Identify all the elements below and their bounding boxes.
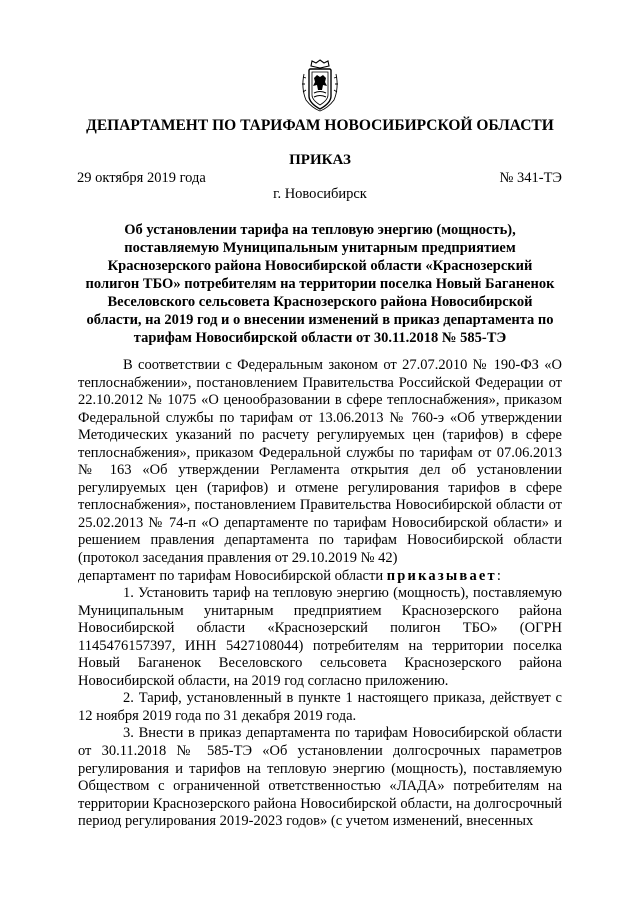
item-2-paragraph: 2. Тариф, установленный в пункте 1 настоящего приказа, действует с 12 ноября 2019 года по 31 декабря 2019 года. [78,690,562,724]
order-number: № 341-ТЭ [499,170,562,186]
coat-of-arms-icon [298,58,342,112]
department-name: ДЕПАРТАМЕНТ ПО ТАРИФАМ НОВОСИБИРСКОЙ ОБЛАСТИ [86,117,554,134]
orders-prefix: департамент по тарифам Новосибирской области [78,567,384,584]
order-body [78,357,562,831]
document-type: ПРИКАЗ [289,152,351,168]
item-3-paragraph: 3. Внести в приказ департамента по тарифам Новосибирской области от 30.11.2018 № 585-ТЭ «Об установлении долгосрочных параметров регулирования и тарифов на тепловую энергию (мощность), поставляемую Обществом с ограниченной ответственностью «ЛАДА» потребителям на территории Краснозерского района Новосибирской области, на долгосрочный период регулирования 2019-2023 годов» (с учетом изменений, внесенных [78,725,562,830]
order-heading: Об установлении тарифа на тепловую энергию (мощность), поставляемую Муниципальным унитарным предприятием Краснозерского района Новосибирской области «Краснозерский полигон ТБО» потребителям на территории поселка Новый Баганенок Веселовского сельсовета Краснозерского района Новосибирской области, на 2019 год и о внесении изменений в приказ департамента по тарифам Новосибирской области от 30.11.2018 № 585-ТЭ [85,222,555,346]
order-city: г. Новосибирск [273,186,367,202]
orders-colon: : [496,567,501,584]
orders-word: приказывает [386,567,497,584]
order-date: 29 октября 2019 года [77,170,206,186]
orders-line [78,568,562,586]
item-1-paragraph: 1. Установить тариф на тепловую энергию (мощность), поставляемую Муниципальным унитарным предприятием Краснозерского района Новосибирской области «Краснозерский полигон ТБО» (ОГРН 1145476157397, ИНН 5427108044) потребителям на территории поселка Новый Баганенок Веселовского сельсовета Краснозерского района Новосибирской области, на 2019 год согласно приложению. [78,585,562,689]
preamble-paragraph: В соответствии с Федеральным законом от 27.07.2010 № 190-ФЗ «О теплоснабжении», постановлением Правительства Российской Федерации от 22.10.2012 № 1075 «О ценообразовании в сфере теплоснабжения», приказом Федеральной службы по тарифам от 13.06.2013 № 760-э «Об утверждении Методических указаний по расчету регулируемых цен (тарифов) в сфере теплоснабжения», приказом Федеральной службы по тарифам от 07.06.2013 № 163 «Об утверждении Регламента открытия дел об установлении регулируемых цен (тарифов) и отмене регулирования тарифов в сфере теплоснабжения», постановлением Правительства Новосибирской области от 25.02.2013 № 74-п «О департаменте по тарифам Новосибирской области» и решением правления департамента по тарифам Новосибирской области (протокол заседания правления от 29.10.2019 № 42) [78,357,562,567]
